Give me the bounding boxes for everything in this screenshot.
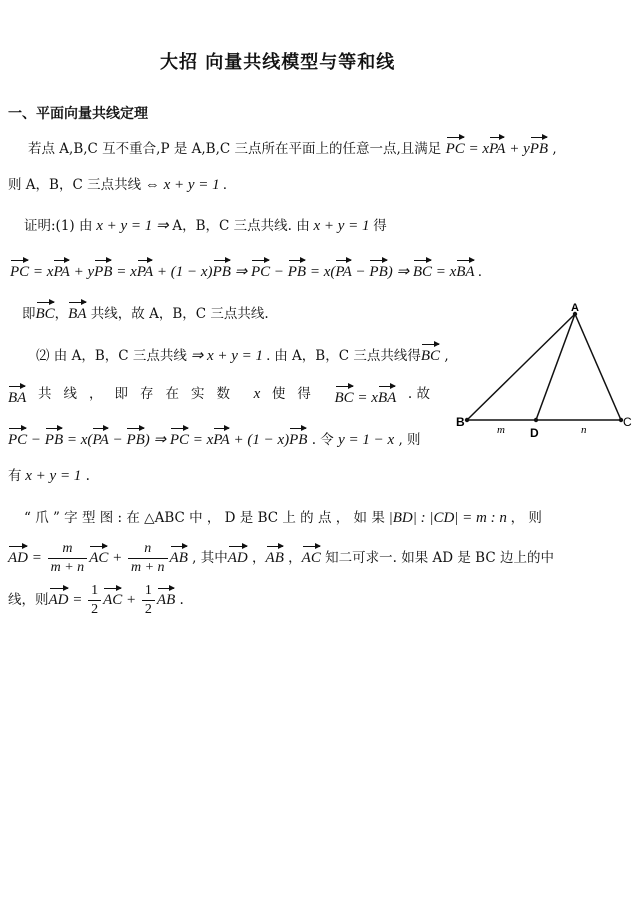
triangle-diagram bbox=[455, 300, 635, 445]
denominator: 2 bbox=[144, 602, 152, 617]
label-c: C bbox=[623, 415, 632, 429]
label-m: m bbox=[497, 424, 505, 436]
numerator: m bbox=[48, 540, 88, 559]
page-title: 大招 向量共线模型与等和线 bbox=[160, 52, 396, 73]
math-text: ⇒ bbox=[230, 264, 251, 280]
math-text: − bbox=[27, 432, 45, 448]
claw-model-intro bbox=[24, 508, 542, 528]
vector-ab: AB bbox=[170, 544, 188, 568]
math-text: + y bbox=[505, 141, 530, 157]
math-text: y = 1 − x bbox=[338, 432, 395, 448]
punctuation: ， bbox=[283, 550, 302, 566]
fraction bbox=[88, 582, 101, 619]
vector: PA bbox=[213, 426, 229, 450]
math-text: x bbox=[253, 386, 261, 402]
vector: PB bbox=[213, 258, 231, 282]
math-text: = x( bbox=[306, 264, 336, 280]
point-d bbox=[534, 418, 538, 422]
theorem-text: 若点 A,B,C 互不重合,P 是 A,B,C 三点所在平面上的任意一点,且满足 bbox=[28, 141, 442, 157]
math-text: = bbox=[68, 592, 87, 608]
math-text: ⇒ x + y = 1 . bbox=[186, 348, 275, 364]
proof-text: 证明:(1) 由 bbox=[24, 218, 93, 234]
vector: PC bbox=[251, 258, 270, 282]
vector-ab: AB bbox=[157, 586, 175, 610]
text: 知二可求一. 如果 AD 是 BC 边上的中 bbox=[320, 550, 554, 566]
math-text: − bbox=[351, 264, 370, 280]
vector-ab: AB bbox=[266, 544, 284, 568]
math-text: = x bbox=[353, 390, 378, 406]
math-text: + (1 − x) bbox=[229, 432, 290, 448]
text: 即 bbox=[22, 306, 36, 322]
point-b bbox=[465, 418, 469, 422]
text: , 则 bbox=[394, 432, 421, 448]
math-text: = x bbox=[431, 264, 457, 280]
claw-model-formula bbox=[8, 540, 554, 577]
text: ， 则 bbox=[510, 510, 542, 526]
math-text: − bbox=[270, 264, 288, 280]
denominator: 2 bbox=[91, 602, 99, 617]
label-d: D bbox=[530, 426, 539, 440]
punctuation: , bbox=[440, 348, 449, 364]
fraction bbox=[128, 540, 168, 577]
vector-ba: BA bbox=[68, 300, 86, 324]
punctuation: , bbox=[548, 141, 557, 157]
fraction bbox=[142, 582, 155, 619]
math-text: + bbox=[122, 592, 140, 608]
vector-ad: AD bbox=[228, 544, 248, 568]
numerator: 1 bbox=[142, 582, 155, 601]
vector: PA bbox=[335, 258, 351, 282]
vector-ba: BA bbox=[8, 384, 26, 408]
vector: PC bbox=[10, 258, 29, 282]
vector: PB bbox=[369, 258, 387, 282]
math-text: = x bbox=[464, 141, 490, 157]
vector-ac: AC bbox=[302, 544, 321, 568]
collinear-note bbox=[22, 300, 269, 324]
math-text: = x( bbox=[63, 432, 93, 448]
vector: BA bbox=[456, 258, 474, 282]
proof-part2 bbox=[36, 342, 449, 366]
vector-pa: PA bbox=[489, 135, 505, 159]
vector-bc: BC bbox=[335, 384, 354, 408]
vector-bc: BC bbox=[36, 300, 55, 324]
vector-bc: BC bbox=[421, 342, 440, 366]
math-text: ) ⇒ bbox=[387, 264, 413, 280]
math-text: . bbox=[474, 264, 483, 280]
math-text: x + y = 1 ⇒ bbox=[92, 218, 173, 234]
vector-pb: PB bbox=[530, 135, 548, 159]
math-text: + y bbox=[69, 264, 95, 280]
vector: PB bbox=[289, 426, 307, 450]
vector: PA bbox=[92, 426, 108, 450]
math-text: ⇔ x + y = 1 . bbox=[141, 177, 228, 193]
vector-ac: AC bbox=[89, 544, 108, 568]
vector: PA bbox=[53, 258, 69, 282]
math-text: − bbox=[108, 432, 127, 448]
vector: PB bbox=[126, 426, 144, 450]
equation-chain-2 bbox=[8, 426, 421, 450]
vector-ad: AD bbox=[8, 544, 28, 568]
midline-formula bbox=[8, 582, 184, 619]
math-text: + bbox=[108, 550, 126, 566]
denominator: m + n bbox=[130, 560, 165, 575]
text: 线，则 bbox=[8, 592, 49, 608]
text: 共线，故 A，B，C 三点共线. bbox=[86, 306, 269, 322]
math-text: = x bbox=[112, 264, 137, 280]
fraction bbox=[48, 540, 88, 577]
vector-ad: AD bbox=[49, 586, 69, 610]
math-text: |BD| : |CD| = m : n bbox=[384, 510, 511, 526]
vector: PC bbox=[170, 426, 189, 450]
text: . bbox=[175, 592, 184, 608]
label-a: A bbox=[571, 302, 579, 314]
equation-chain-1 bbox=[10, 258, 482, 282]
text: . 故 bbox=[407, 386, 430, 402]
text: . 令 bbox=[307, 432, 339, 448]
text: 由 A，B，C 三点共线得 bbox=[274, 348, 421, 364]
vector: PB bbox=[288, 258, 306, 282]
segment-ad bbox=[536, 314, 575, 420]
conclusion-text: 则 A，B，C 三点共线 bbox=[8, 177, 142, 193]
math-text: = x bbox=[189, 432, 214, 448]
text: 有 bbox=[8, 468, 22, 484]
text: ⑵ 由 A，B，C 三点共线 bbox=[36, 348, 187, 364]
vector-ba: BA bbox=[378, 384, 396, 408]
vector: PB bbox=[45, 426, 63, 450]
side-ab bbox=[467, 314, 575, 420]
label-b: B bbox=[456, 415, 465, 429]
math-text: x + y = 1 bbox=[21, 468, 82, 484]
denominator: m + n bbox=[50, 560, 85, 575]
text: “ 爪 ” 字 型 图 : 在 △ABC 中 ， D 是 BC 上 的 点 ， 如 果 bbox=[24, 510, 385, 526]
vector-pc: PC bbox=[446, 135, 465, 159]
side-ac bbox=[575, 314, 621, 420]
text: . bbox=[81, 468, 90, 484]
punctuation: ， bbox=[54, 306, 69, 322]
vector: PB bbox=[94, 258, 112, 282]
vector: PA bbox=[137, 258, 153, 282]
math-text: = x bbox=[29, 264, 54, 280]
label-n: n bbox=[581, 424, 587, 436]
proof-text: 得 bbox=[373, 218, 387, 234]
proof-text: A，B，C 三点共线. 由 bbox=[172, 218, 310, 234]
vector-ac: AC bbox=[103, 586, 122, 610]
punctuation: ， bbox=[247, 550, 266, 566]
text: , 其中 bbox=[187, 550, 228, 566]
conclusion-line bbox=[8, 466, 90, 486]
section-heading: 一、平面向量共线定理 bbox=[8, 106, 148, 122]
theorem-statement bbox=[28, 135, 557, 159]
numerator: n bbox=[128, 540, 168, 559]
math-text: + (1 − x) bbox=[153, 264, 213, 280]
text: 共线，即存在实数 bbox=[37, 386, 242, 402]
vector: BC bbox=[413, 258, 432, 282]
vector: PC bbox=[8, 426, 27, 450]
proof-part2-cont bbox=[8, 384, 430, 408]
math-text: x + y = 1 bbox=[309, 218, 374, 234]
text: 使得 bbox=[271, 386, 323, 402]
math-text: = bbox=[28, 550, 46, 566]
math-text: ) ⇒ bbox=[144, 432, 170, 448]
proof-part1 bbox=[24, 216, 387, 236]
numerator: 1 bbox=[88, 582, 101, 601]
theorem-conclusion bbox=[8, 175, 227, 195]
